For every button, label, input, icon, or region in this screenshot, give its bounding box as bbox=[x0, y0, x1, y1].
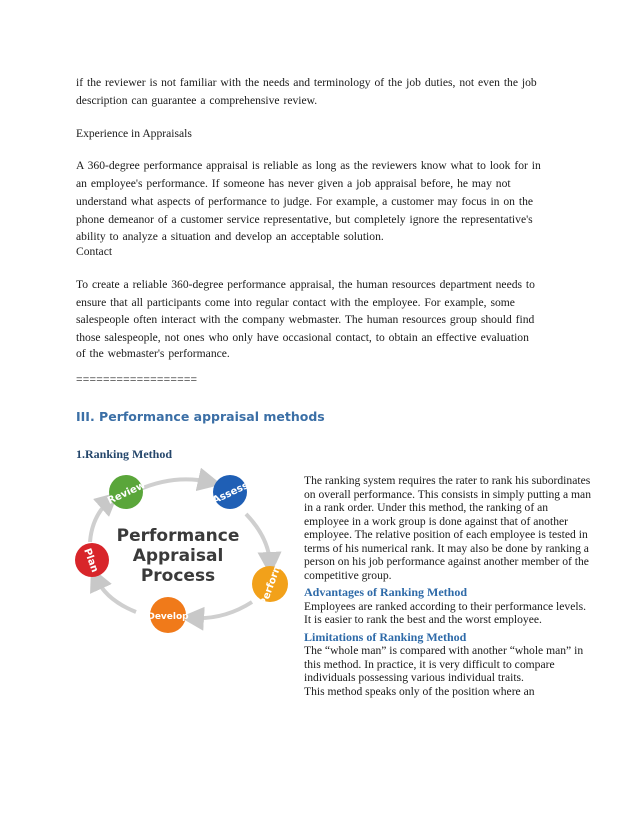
step-review bbox=[106, 475, 147, 509]
step-perform-label: Perform bbox=[258, 561, 285, 608]
para2-line-4: phone demeanor of a customer service representative, but completely ignore the representative's bbox=[76, 213, 533, 226]
para3-line-3: salespeople often interact with the company webmaster. The human resources group should find bbox=[76, 313, 535, 326]
step-assess-label: Assess bbox=[210, 480, 251, 507]
heading-contact: Contact bbox=[76, 245, 113, 258]
arrow-plan-review bbox=[90, 500, 110, 542]
ranking-method-column bbox=[304, 474, 594, 698]
step-review-label: Review bbox=[105, 479, 148, 507]
ranking-description: The ranking system requires the rater to rank his subordinates on overall performance. This consists in simply putting a man in a rank order. Under this method, the ranking of an employee in a work group is done against that of another employee. The relative position of each employee is tested in terms of his numerical rank. It may also be done by ranking a person on his job performance against another member of the competitive group. bbox=[304, 474, 592, 582]
step-plan-label: Plan bbox=[81, 547, 100, 574]
para2-line-3: understand what aspects of performance to judge. For example, a customer may focus in on the bbox=[76, 195, 534, 208]
performance-appraisal-process-diagram bbox=[74, 468, 296, 633]
step-assess bbox=[211, 475, 250, 509]
para3-line-5: of the webmaster's performance. bbox=[76, 347, 230, 360]
para1-line-1: if the reviewer is not familiar with the needs and terminology of the job duties, not even the job bbox=[76, 76, 537, 89]
step-plan bbox=[75, 543, 109, 577]
arrow-develop-plan bbox=[96, 578, 136, 612]
heading-experience: Experience in Appraisals bbox=[76, 127, 192, 140]
section-title: III. Performance appraisal methods bbox=[76, 409, 325, 424]
step-develop bbox=[147, 597, 189, 633]
center-text-line-1: Performance bbox=[116, 526, 240, 546]
arrow-review-assess bbox=[138, 479, 210, 490]
arrow-perform-develop bbox=[192, 602, 252, 618]
para2-line-5: ability to analyze a situation and develop an acceptable solution. bbox=[76, 230, 384, 243]
process-cycle-graphic bbox=[74, 468, 296, 633]
step-develop-label: Develop bbox=[147, 612, 189, 622]
para2-line-1: A 360-degree performance appraisal is reliable as long as the reviewers know what to look for in bbox=[76, 159, 541, 172]
para3-line-2: ensure that all participants come into regular contact with the employee. For example, some bbox=[76, 296, 515, 309]
step-perform bbox=[252, 561, 288, 608]
arrow-assess-perform bbox=[246, 514, 270, 564]
center-text-line-2: Appraisal bbox=[132, 546, 224, 566]
advantage-item-2: It is easier to rank the best and the worst employee. bbox=[304, 613, 542, 626]
para2-line-2: an employee's performance. If someone has never given a job appraisal before, he may not bbox=[76, 177, 511, 190]
subsection-title: 1.Ranking Method bbox=[76, 447, 173, 461]
limitation-item-1: The “whole man” is compared with another “whole man” in this method. In practice, it is very difficult to compare individuals possessing various individual traits. bbox=[304, 644, 584, 684]
advantages-heading: Advantages of Ranking Method bbox=[304, 585, 468, 599]
para3-line-1: To create a reliable 360-degree performance appraisal, the human resources department needs to bbox=[76, 278, 535, 291]
separator: ================== bbox=[76, 373, 198, 386]
limitation-item-2: This method speaks only of the position where an bbox=[304, 684, 535, 698]
para3-line-4: those salespeople, not ones who only have occasional contact, to obtain an effective evaluation bbox=[76, 331, 529, 344]
para1-line-2: description can guarantee a comprehensive review. bbox=[76, 94, 318, 107]
limitations-heading: Limitations of Ranking Method bbox=[304, 629, 467, 644]
center-text-line-3: Process bbox=[140, 566, 216, 586]
advantage-item-1: Employees are ranked according to their performance levels. bbox=[304, 599, 586, 613]
